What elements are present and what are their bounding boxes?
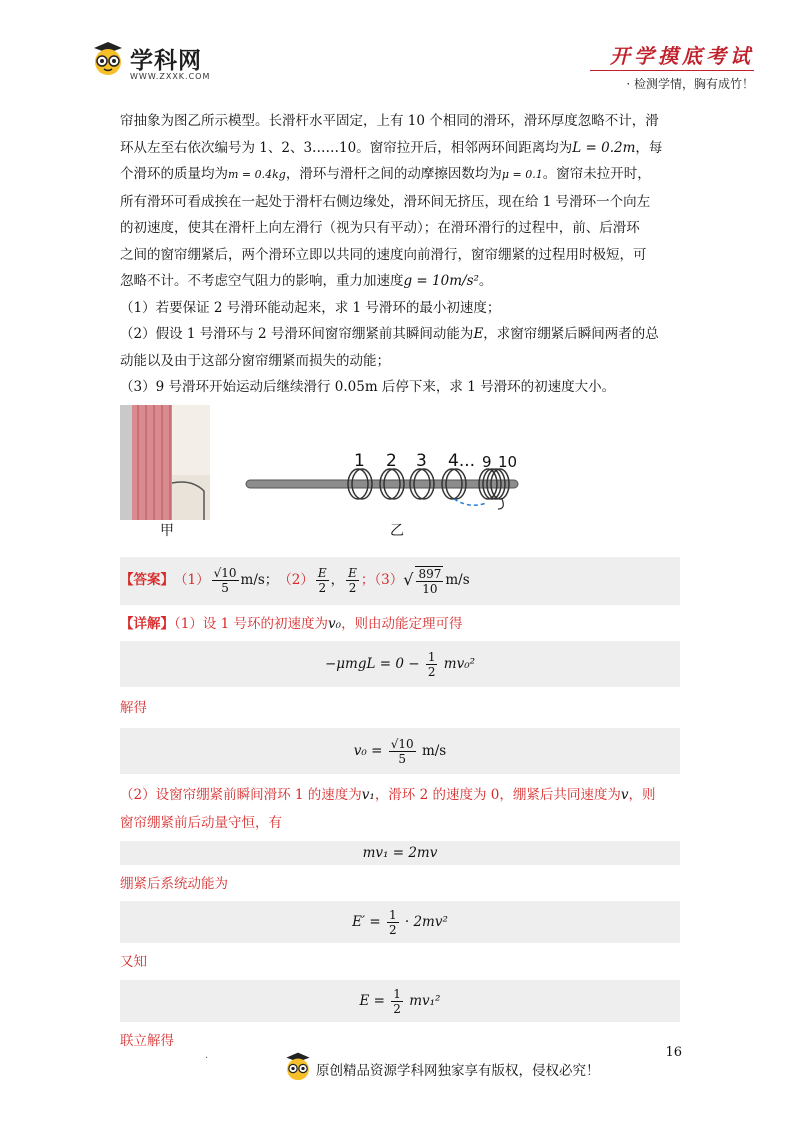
denominator: 2 bbox=[427, 665, 436, 679]
text: 帘抽象为图乙所示模型。长滑杆水平固定，上有 10 个相同的滑环，滑环厚度忽略不计，滑 bbox=[120, 113, 659, 129]
text: 忽略不计。不考虑空气阻力的影响，重力加速度 bbox=[120, 273, 404, 289]
eq-fraction bbox=[389, 737, 416, 766]
text: ，求窗帘绷紧后瞬间两者的总 bbox=[483, 326, 659, 342]
text: ，滑环 2 的速度为 0，绷紧后共同速度为 bbox=[374, 786, 621, 803]
page-content bbox=[120, 108, 680, 1054]
question-1 bbox=[120, 295, 680, 322]
text: 动能以及由于这部分窗帘绷紧而损失的动能； bbox=[120, 352, 390, 369]
logo-url: WWW.ZXXK.COM bbox=[130, 72, 211, 81]
numerator: 1 bbox=[427, 650, 436, 664]
equation-5 bbox=[120, 980, 680, 1022]
ring-label-1: 1 bbox=[354, 450, 365, 471]
text: （2）假设 1 号滑环与 2 号滑环间窗帘绷紧前其瞬间动能为 bbox=[120, 326, 474, 342]
denominator: 5 bbox=[221, 581, 229, 595]
numerator: E bbox=[317, 566, 327, 580]
slogan-subtitle: · 检测学情，胸有成竹！ bbox=[626, 77, 754, 91]
formula-mu: μ = 0.1 bbox=[501, 168, 543, 181]
text: （3）9 号滑环开始运动后继续滑行 0.05m 后停下来，求 1 号滑环的初速度大小。 bbox=[120, 379, 616, 395]
label-jia: 甲 bbox=[160, 522, 174, 539]
detail-label: 【详解】 bbox=[120, 615, 174, 632]
question-3 bbox=[120, 374, 680, 401]
step-label: 解得 bbox=[120, 700, 147, 716]
eq-text: · 2mv² bbox=[404, 914, 448, 930]
answer-row bbox=[120, 557, 680, 605]
answer-2b-fraction bbox=[346, 566, 359, 595]
unit: m/s； bbox=[240, 572, 279, 589]
figure bbox=[120, 405, 680, 545]
ring-label-4: 4... bbox=[448, 450, 476, 471]
eq-text: mv₁ = 2mv bbox=[362, 844, 438, 861]
step-2-line: 窗帘绷紧前后动量守恒，有 bbox=[120, 815, 282, 831]
step-label: 又知 bbox=[120, 954, 147, 970]
ring-label-2: 2 bbox=[386, 450, 397, 471]
answer-2a-fraction bbox=[316, 566, 329, 595]
denominator: 2 bbox=[388, 923, 397, 937]
symbol-v1: v₁ bbox=[361, 786, 375, 803]
answer-3-fraction bbox=[415, 566, 443, 596]
label-yi: 乙 bbox=[390, 522, 404, 539]
formula-L: L = 0.2m bbox=[572, 139, 636, 156]
denominator: 10 bbox=[422, 581, 438, 596]
text: ，滑环与滑杆之间的动摩擦因数均为 bbox=[285, 166, 502, 182]
text: ；（3） bbox=[360, 572, 404, 589]
step-label: 联立解得 bbox=[120, 1032, 174, 1049]
numerator: √10 bbox=[213, 566, 237, 580]
eq-fraction bbox=[426, 650, 438, 679]
text: ，则 bbox=[628, 786, 656, 803]
eq-text: mv₀² bbox=[443, 656, 476, 672]
sqrt-sign: √ bbox=[403, 570, 414, 590]
answer-1-fraction bbox=[212, 566, 239, 595]
problem-line bbox=[120, 161, 680, 189]
equation-2 bbox=[120, 728, 680, 774]
text: 个滑环的质量均为 bbox=[120, 166, 228, 182]
unit: m/s bbox=[421, 742, 447, 759]
denominator: 2 bbox=[348, 581, 357, 595]
problem-line bbox=[120, 135, 680, 162]
ring-label-3: 3 bbox=[416, 450, 427, 471]
eq-text: E = bbox=[359, 992, 385, 1009]
logo-text: 学科网 bbox=[130, 48, 202, 74]
numerator: 1 bbox=[393, 986, 401, 1001]
formula-m: m = 0.4kg bbox=[228, 168, 286, 181]
eq-fraction bbox=[387, 908, 399, 937]
text: （2）设窗帘绷紧前瞬间滑环 1 的速度为 bbox=[120, 786, 362, 803]
equation-3 bbox=[120, 841, 680, 865]
symbol-v: v bbox=[620, 786, 629, 803]
owl-mascot-icon bbox=[283, 1051, 313, 1081]
denominator: 5 bbox=[398, 751, 406, 766]
denominator: 2 bbox=[393, 1001, 401, 1016]
text: （1） bbox=[174, 572, 210, 589]
text: 之间的窗帘绷紧后，两个滑环立即以共同的速度向前滑行，窗帘绷紧的过程用时极短，可 bbox=[120, 246, 647, 263]
numerator: 1 bbox=[388, 908, 397, 922]
question-2-cont bbox=[120, 348, 680, 375]
problem-line bbox=[120, 215, 680, 242]
detail-intro bbox=[120, 611, 680, 638]
text: 。窗帘未拉开时， bbox=[542, 166, 651, 182]
owl-mascot-icon bbox=[90, 40, 126, 76]
text: （1）若要保证 2 号滑环能动起来，求 1 号滑环的最小初速度； bbox=[120, 299, 501, 316]
slogan-title: 开学摸底考试 bbox=[610, 44, 754, 68]
question-2 bbox=[120, 321, 680, 348]
step-label: 绷紧后系统动能为 bbox=[120, 875, 228, 892]
header-divider bbox=[590, 70, 754, 71]
text: ，则由动能定理可得 bbox=[341, 615, 463, 632]
unit: m/s bbox=[445, 572, 470, 589]
equation-4 bbox=[120, 901, 680, 943]
curtain-photo bbox=[120, 405, 210, 520]
text: ，每 bbox=[635, 139, 663, 156]
formula-g: g = 10m/s² bbox=[403, 273, 479, 289]
header-slogan bbox=[610, 40, 754, 92]
text: 环从左至右依次编号为 1、2、3……10。窗帘拉开后，相邻两环间距离均为 bbox=[120, 139, 573, 156]
separator: ， bbox=[330, 572, 345, 589]
eq-text: v₀ = bbox=[353, 742, 383, 759]
eq-fraction bbox=[391, 987, 403, 1016]
text: （2） bbox=[278, 572, 314, 589]
numerator: 897 bbox=[418, 566, 442, 581]
step-2-line bbox=[120, 782, 680, 809]
footer-dot: · bbox=[205, 1053, 209, 1064]
ring-label-10: 10 bbox=[498, 452, 518, 471]
copyright-text: 原创精品资源学科网独家享有版权，侵权必究！ bbox=[316, 1063, 600, 1079]
text: （1）设 1 号环的初速度为 bbox=[174, 615, 329, 632]
numerator: √10 bbox=[390, 736, 414, 751]
page-number: 16 bbox=[665, 1045, 682, 1060]
symbol-E: E bbox=[473, 326, 484, 342]
numerator: E bbox=[348, 566, 357, 580]
denominator: 2 bbox=[318, 581, 327, 595]
problem-line bbox=[120, 108, 680, 135]
text: 。 bbox=[478, 273, 493, 289]
text: 所有滑环可看成挨在一起处于滑杆右侧边缘处，滑环间无挤压，现在给 1 号滑环一个向左 bbox=[120, 193, 651, 210]
eq-text: −μmgL = 0 − bbox=[324, 656, 420, 672]
ring-label-9: 9 bbox=[482, 452, 492, 471]
problem-line bbox=[120, 189, 680, 216]
problem-line bbox=[120, 268, 680, 295]
equation-1 bbox=[120, 641, 680, 687]
text: 的初速度，使其在滑杆上向左滑行（视为只有平动）；在滑环滑行的过程中，前、后滑环 bbox=[120, 220, 640, 236]
answer-label: 【答案】 bbox=[120, 572, 174, 589]
eq-text: mv₁² bbox=[409, 992, 441, 1009]
eq-text: E′ = bbox=[352, 914, 381, 930]
problem-line bbox=[120, 242, 680, 269]
symbol-v0: v₀ bbox=[328, 615, 342, 632]
